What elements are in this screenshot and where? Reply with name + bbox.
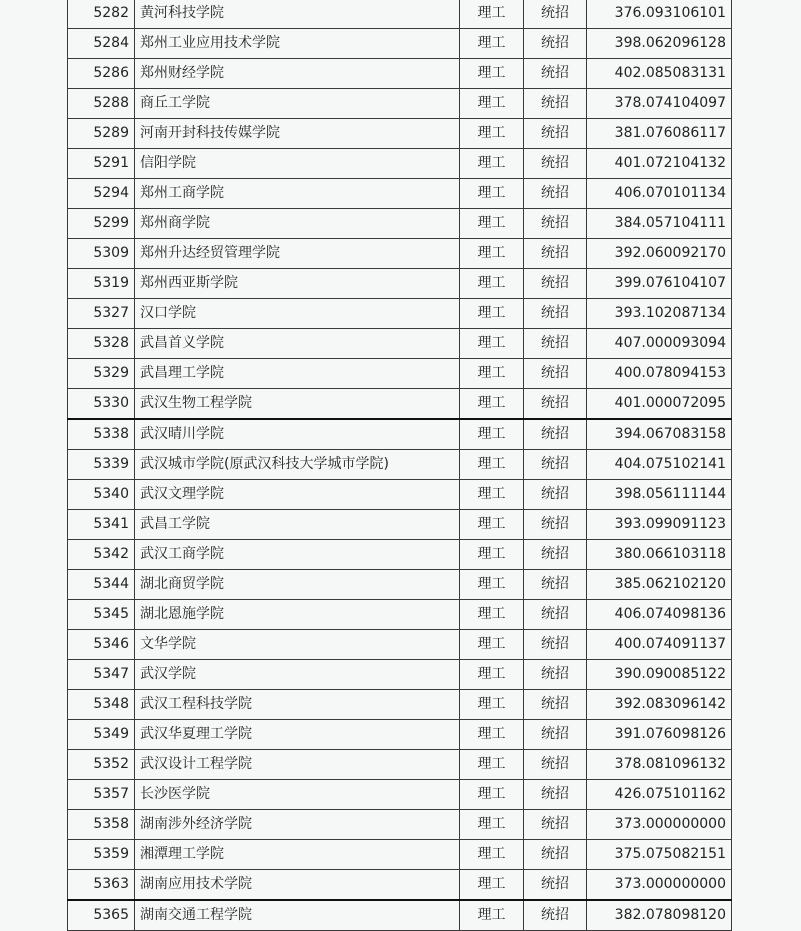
category-cell: 理工 bbox=[460, 299, 524, 329]
school-name-cell: 湖南交通工程学院 bbox=[135, 900, 460, 931]
category-cell: 理工 bbox=[460, 750, 524, 780]
table-row bbox=[68, 299, 732, 329]
score-cell: 393.099091123 bbox=[587, 510, 732, 540]
school-code-cell: 5299 bbox=[68, 209, 135, 239]
category-cell: 理工 bbox=[460, 570, 524, 600]
admission-type-cell: 统招 bbox=[524, 540, 587, 570]
category-cell: 理工 bbox=[460, 810, 524, 840]
score-cell: 400.078094153 bbox=[587, 359, 732, 389]
school-code-cell: 5347 bbox=[68, 660, 135, 690]
school-code-cell: 5348 bbox=[68, 690, 135, 720]
school-name-cell: 湖北商贸学院 bbox=[135, 570, 460, 600]
category-cell: 理工 bbox=[460, 450, 524, 480]
school-name-cell: 武汉晴川学院 bbox=[135, 419, 460, 450]
school-code-cell: 5309 bbox=[68, 239, 135, 269]
admission-type-cell: 统招 bbox=[524, 119, 587, 149]
school-name-cell: 武汉生物工程学院 bbox=[135, 389, 460, 420]
admission-type-cell: 统招 bbox=[524, 690, 587, 720]
category-cell: 理工 bbox=[460, 690, 524, 720]
table-row bbox=[68, 179, 732, 209]
score-cell: 407.000093094 bbox=[587, 329, 732, 359]
school-name-cell: 郑州工商学院 bbox=[135, 179, 460, 209]
category-cell: 理工 bbox=[460, 209, 524, 239]
school-code-cell: 5286 bbox=[68, 59, 135, 89]
school-name-cell: 武昌工学院 bbox=[135, 510, 460, 540]
category-cell: 理工 bbox=[460, 359, 524, 389]
school-name-cell: 武汉文理学院 bbox=[135, 480, 460, 510]
school-name-cell: 湘潭理工学院 bbox=[135, 840, 460, 870]
table-row bbox=[68, 209, 732, 239]
score-cell: 390.090085122 bbox=[587, 660, 732, 690]
school-name-cell: 湖南应用技术学院 bbox=[135, 870, 460, 901]
table-row bbox=[68, 750, 732, 780]
admission-type-cell: 统招 bbox=[524, 29, 587, 59]
score-cell: 380.066103118 bbox=[587, 540, 732, 570]
table-row bbox=[68, 900, 732, 931]
school-code-cell: 5282 bbox=[68, 0, 135, 29]
score-cell: 394.067083158 bbox=[587, 419, 732, 450]
admission-type-cell: 统招 bbox=[524, 570, 587, 600]
score-cell: 402.085083131 bbox=[587, 59, 732, 89]
school-code-cell: 5338 bbox=[68, 419, 135, 450]
category-cell: 理工 bbox=[460, 600, 524, 630]
admission-type-cell: 统招 bbox=[524, 450, 587, 480]
school-name-cell: 武汉工程科技学院 bbox=[135, 690, 460, 720]
category-cell: 理工 bbox=[460, 89, 524, 119]
admission-type-cell: 统招 bbox=[524, 480, 587, 510]
school-name-cell: 武昌理工学院 bbox=[135, 359, 460, 389]
admission-type-cell: 统招 bbox=[524, 720, 587, 750]
category-cell: 理工 bbox=[460, 419, 524, 450]
school-code-cell: 5345 bbox=[68, 600, 135, 630]
school-name-cell: 武汉华夏理工学院 bbox=[135, 720, 460, 750]
category-cell: 理工 bbox=[460, 29, 524, 59]
admission-type-cell: 统招 bbox=[524, 209, 587, 239]
score-cell: 373.000000000 bbox=[587, 810, 732, 840]
score-cell: 401.072104132 bbox=[587, 149, 732, 179]
school-code-cell: 5288 bbox=[68, 89, 135, 119]
admission-type-cell: 统招 bbox=[524, 419, 587, 450]
category-cell: 理工 bbox=[460, 630, 524, 660]
admission-type-cell: 统招 bbox=[524, 149, 587, 179]
school-name-cell: 武汉工商学院 bbox=[135, 540, 460, 570]
school-name-cell: 武汉学院 bbox=[135, 660, 460, 690]
score-cell: 378.074104097 bbox=[587, 89, 732, 119]
school-code-cell: 5284 bbox=[68, 29, 135, 59]
admission-type-cell: 统招 bbox=[524, 750, 587, 780]
admission-type-cell: 统招 bbox=[524, 89, 587, 119]
school-name-cell: 武昌首义学院 bbox=[135, 329, 460, 359]
admission-type-cell: 统招 bbox=[524, 299, 587, 329]
table-row bbox=[68, 149, 732, 179]
school-code-cell: 5339 bbox=[68, 450, 135, 480]
score-cell: 406.074098136 bbox=[587, 600, 732, 630]
school-code-cell: 5342 bbox=[68, 540, 135, 570]
admission-score-table bbox=[67, 0, 732, 931]
score-cell: 400.074091137 bbox=[587, 630, 732, 660]
school-name-cell: 汉口学院 bbox=[135, 299, 460, 329]
table-row bbox=[68, 570, 732, 600]
table-row bbox=[68, 89, 732, 119]
category-cell: 理工 bbox=[460, 870, 524, 901]
school-code-cell: 5358 bbox=[68, 810, 135, 840]
category-cell: 理工 bbox=[460, 59, 524, 89]
table-row bbox=[68, 269, 732, 299]
school-code-cell: 5340 bbox=[68, 480, 135, 510]
table-row bbox=[68, 540, 732, 570]
school-code-cell: 5330 bbox=[68, 389, 135, 420]
table-row bbox=[68, 660, 732, 690]
table-row bbox=[68, 720, 732, 750]
school-code-cell: 5319 bbox=[68, 269, 135, 299]
category-cell: 理工 bbox=[460, 239, 524, 269]
table-row bbox=[68, 600, 732, 630]
admission-type-cell: 统招 bbox=[524, 660, 587, 690]
table-row bbox=[68, 239, 732, 269]
admission-type-cell: 统招 bbox=[524, 389, 587, 420]
school-code-cell: 5363 bbox=[68, 870, 135, 901]
school-code-cell: 5327 bbox=[68, 299, 135, 329]
admission-table-container bbox=[67, 0, 731, 931]
school-code-cell: 5294 bbox=[68, 179, 135, 209]
table-row bbox=[68, 480, 732, 510]
table-row bbox=[68, 780, 732, 810]
school-name-cell: 河南开封科技传媒学院 bbox=[135, 119, 460, 149]
category-cell: 理工 bbox=[460, 329, 524, 359]
table-row bbox=[68, 510, 732, 540]
school-name-cell: 郑州工业应用技术学院 bbox=[135, 29, 460, 59]
school-name-cell: 郑州升达经贸管理学院 bbox=[135, 239, 460, 269]
category-cell: 理工 bbox=[460, 510, 524, 540]
admission-type-cell: 统招 bbox=[524, 870, 587, 901]
score-cell: 381.076086117 bbox=[587, 119, 732, 149]
score-cell: 401.000072095 bbox=[587, 389, 732, 420]
admission-type-cell: 统招 bbox=[524, 239, 587, 269]
category-cell: 理工 bbox=[460, 149, 524, 179]
table-row bbox=[68, 450, 732, 480]
score-cell: 406.070101134 bbox=[587, 179, 732, 209]
score-cell: 375.075082151 bbox=[587, 840, 732, 870]
admission-type-cell: 统招 bbox=[524, 900, 587, 931]
school-name-cell: 郑州财经学院 bbox=[135, 59, 460, 89]
table-row bbox=[68, 690, 732, 720]
category-cell: 理工 bbox=[460, 540, 524, 570]
school-code-cell: 5346 bbox=[68, 630, 135, 660]
category-cell: 理工 bbox=[460, 780, 524, 810]
school-name-cell: 黄河科技学院 bbox=[135, 0, 460, 29]
table-row bbox=[68, 870, 732, 901]
admission-type-cell: 统招 bbox=[524, 600, 587, 630]
category-cell: 理工 bbox=[460, 119, 524, 149]
score-cell: 385.062102120 bbox=[587, 570, 732, 600]
score-cell: 393.102087134 bbox=[587, 299, 732, 329]
table-body bbox=[68, 0, 732, 931]
category-cell: 理工 bbox=[460, 720, 524, 750]
table-row bbox=[68, 389, 732, 420]
school-code-cell: 5365 bbox=[68, 900, 135, 931]
school-name-cell: 文华学院 bbox=[135, 630, 460, 660]
admission-type-cell: 统招 bbox=[524, 630, 587, 660]
school-code-cell: 5329 bbox=[68, 359, 135, 389]
category-cell: 理工 bbox=[460, 840, 524, 870]
score-cell: 399.076104107 bbox=[587, 269, 732, 299]
school-code-cell: 5352 bbox=[68, 750, 135, 780]
score-cell: 398.056111144 bbox=[587, 480, 732, 510]
school-code-cell: 5341 bbox=[68, 510, 135, 540]
admission-type-cell: 统招 bbox=[524, 359, 587, 389]
admission-type-cell: 统招 bbox=[524, 780, 587, 810]
category-cell: 理工 bbox=[460, 900, 524, 931]
category-cell: 理工 bbox=[460, 660, 524, 690]
category-cell: 理工 bbox=[460, 0, 524, 29]
admission-type-cell: 统招 bbox=[524, 59, 587, 89]
table-row bbox=[68, 419, 732, 450]
table-row bbox=[68, 59, 732, 89]
admission-type-cell: 统招 bbox=[524, 840, 587, 870]
score-cell: 404.075102141 bbox=[587, 450, 732, 480]
table-row bbox=[68, 0, 732, 29]
school-code-cell: 5289 bbox=[68, 119, 135, 149]
school-code-cell: 5357 bbox=[68, 780, 135, 810]
category-cell: 理工 bbox=[460, 179, 524, 209]
score-cell: 391.076098126 bbox=[587, 720, 732, 750]
category-cell: 理工 bbox=[460, 269, 524, 299]
table-row bbox=[68, 630, 732, 660]
school-name-cell: 武汉设计工程学院 bbox=[135, 750, 460, 780]
score-cell: 384.057104111 bbox=[587, 209, 732, 239]
table-row bbox=[68, 29, 732, 59]
school-code-cell: 5291 bbox=[68, 149, 135, 179]
table-row bbox=[68, 329, 732, 359]
school-code-cell: 5349 bbox=[68, 720, 135, 750]
score-cell: 398.062096128 bbox=[587, 29, 732, 59]
score-cell: 373.000000000 bbox=[587, 870, 732, 901]
score-cell: 376.093106101 bbox=[587, 0, 732, 29]
school-name-cell: 武汉城市学院(原武汉科技大学城市学院) bbox=[135, 450, 460, 480]
score-cell: 382.078098120 bbox=[587, 900, 732, 931]
school-name-cell: 湖北恩施学院 bbox=[135, 600, 460, 630]
school-name-cell: 湖南涉外经济学院 bbox=[135, 810, 460, 840]
school-name-cell: 商丘工学院 bbox=[135, 89, 460, 119]
school-code-cell: 5344 bbox=[68, 570, 135, 600]
table-row bbox=[68, 119, 732, 149]
table-row bbox=[68, 359, 732, 389]
school-name-cell: 郑州西亚斯学院 bbox=[135, 269, 460, 299]
admission-type-cell: 统招 bbox=[524, 329, 587, 359]
school-name-cell: 郑州商学院 bbox=[135, 209, 460, 239]
school-name-cell: 长沙医学院 bbox=[135, 780, 460, 810]
admission-type-cell: 统招 bbox=[524, 179, 587, 209]
category-cell: 理工 bbox=[460, 389, 524, 420]
school-code-cell: 5328 bbox=[68, 329, 135, 359]
admission-type-cell: 统招 bbox=[524, 510, 587, 540]
category-cell: 理工 bbox=[460, 480, 524, 510]
admission-type-cell: 统招 bbox=[524, 810, 587, 840]
table-row bbox=[68, 810, 732, 840]
school-code-cell: 5359 bbox=[68, 840, 135, 870]
score-cell: 392.060092170 bbox=[587, 239, 732, 269]
table-row bbox=[68, 840, 732, 870]
score-cell: 378.081096132 bbox=[587, 750, 732, 780]
school-name-cell: 信阳学院 bbox=[135, 149, 460, 179]
score-cell: 426.075101162 bbox=[587, 780, 732, 810]
admission-type-cell: 统招 bbox=[524, 0, 587, 29]
score-cell: 392.083096142 bbox=[587, 690, 732, 720]
admission-type-cell: 统招 bbox=[524, 269, 587, 299]
